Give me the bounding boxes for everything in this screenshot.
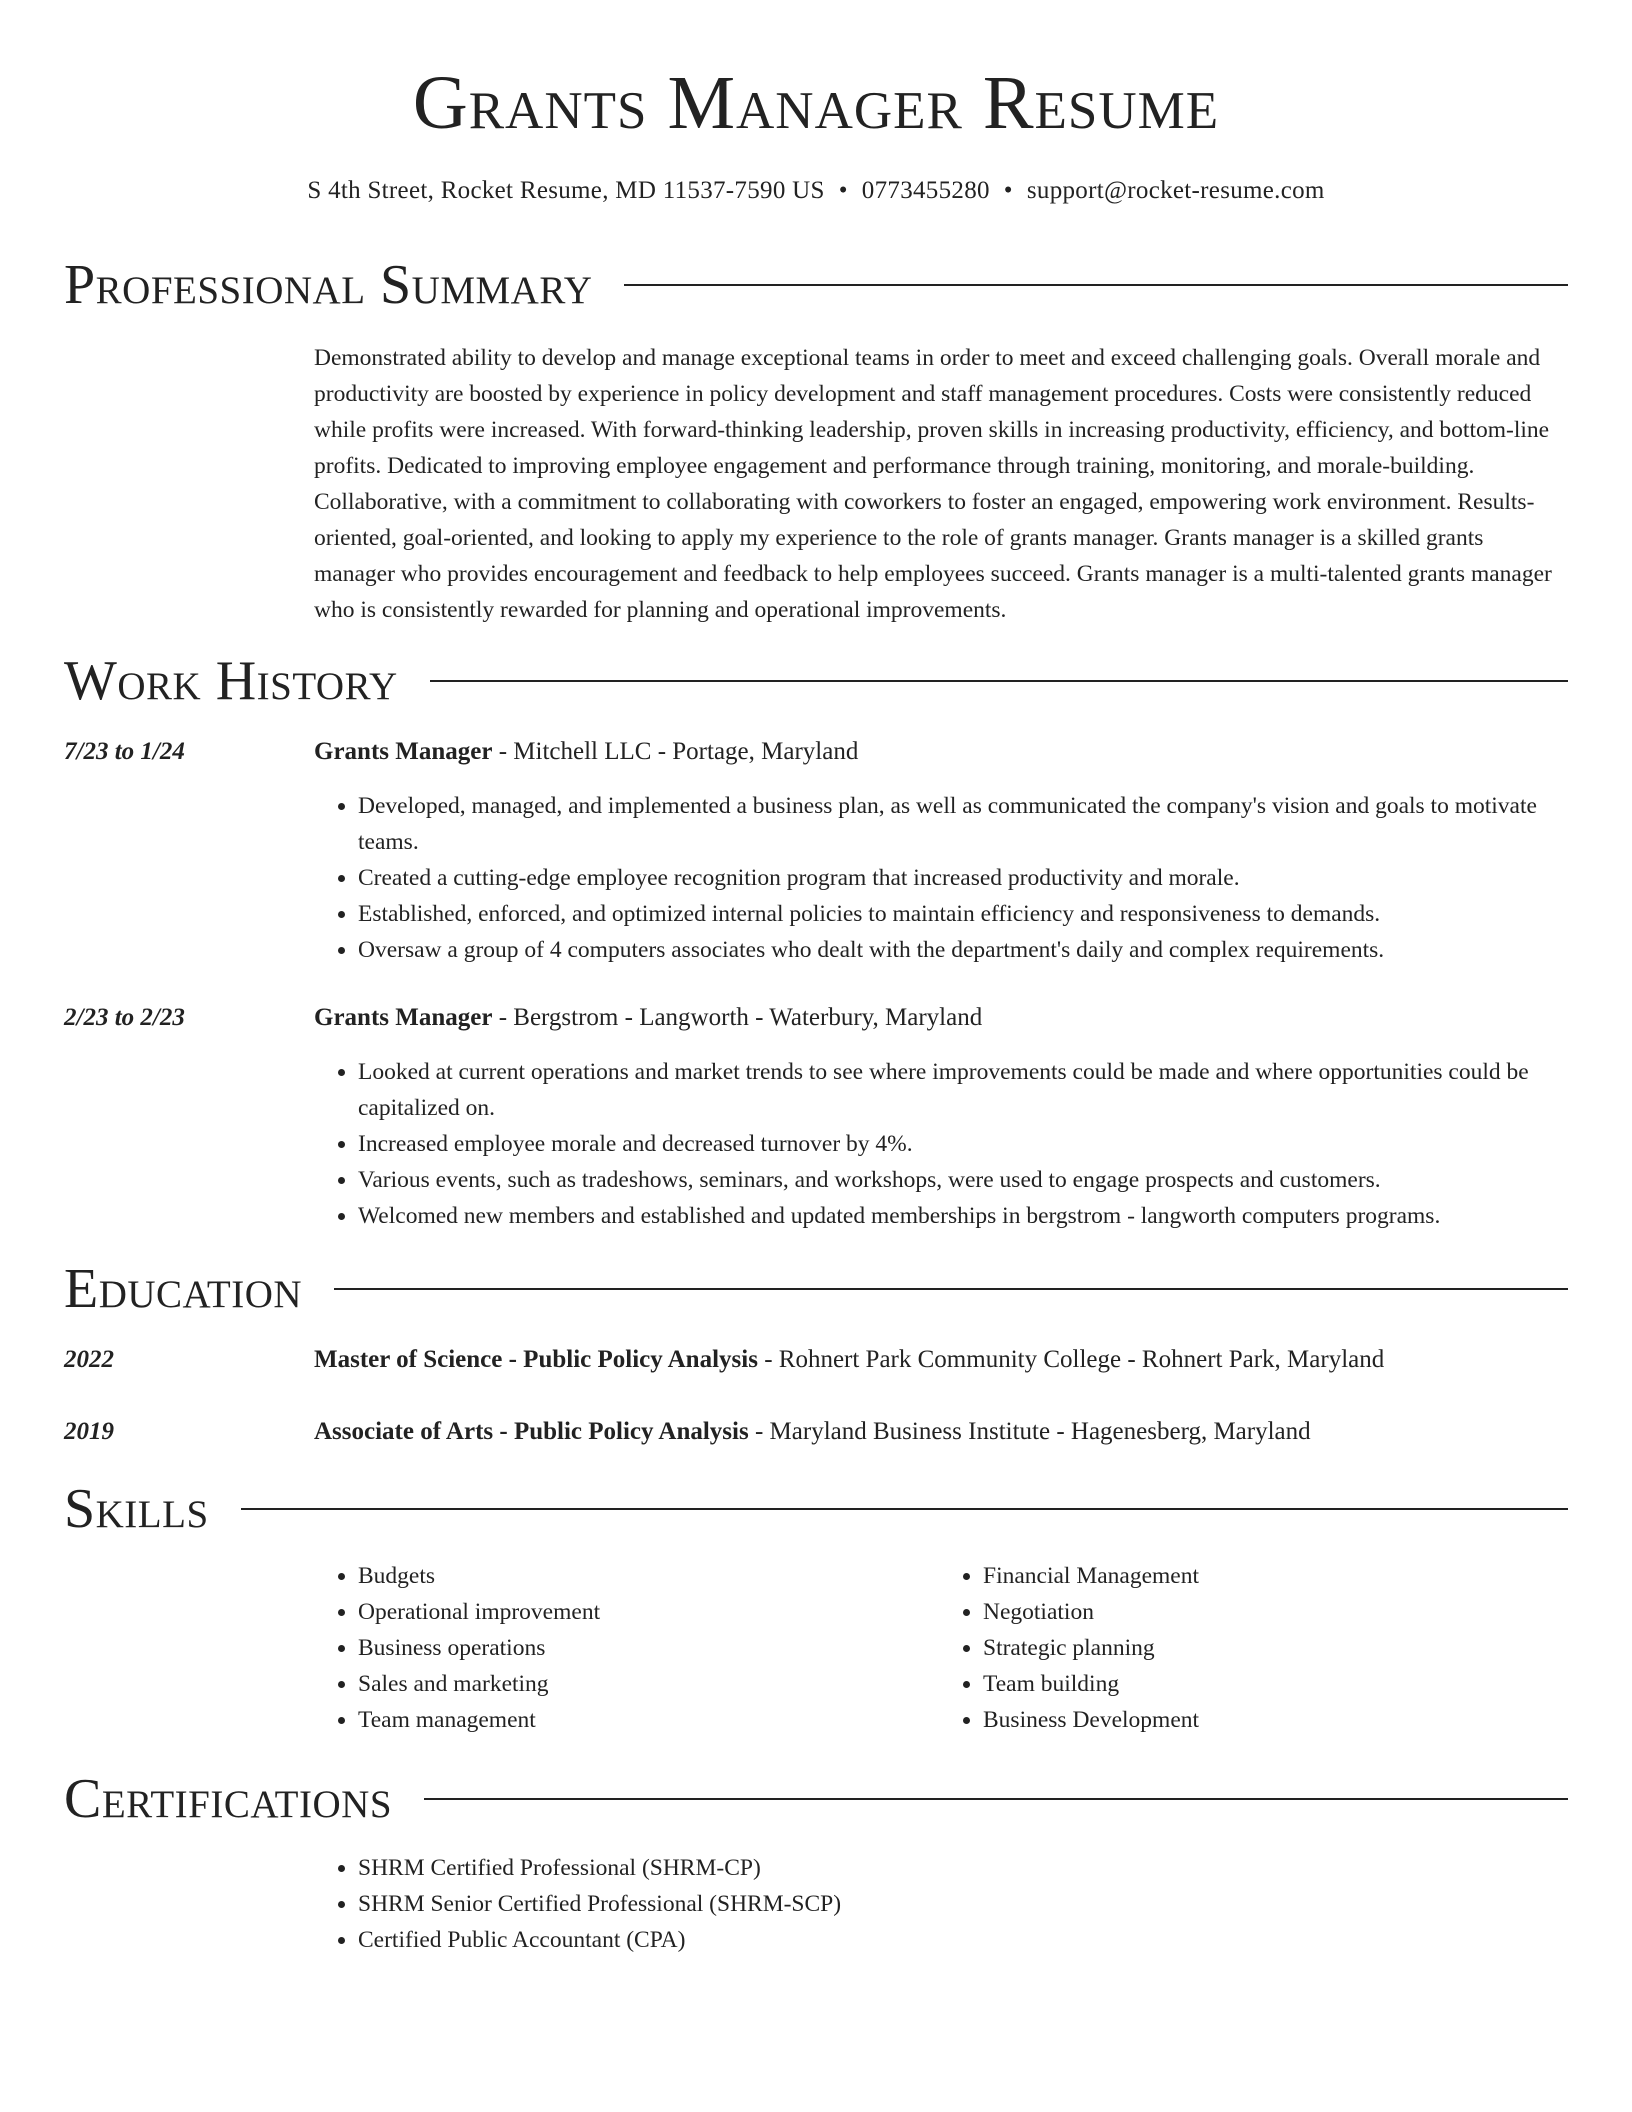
skill-item: • Budgets — [358, 1558, 939, 1594]
section-divider — [624, 284, 1568, 286]
skill-item: • Operational improvement — [358, 1594, 939, 1630]
certification-item: • SHRM Senior Certified Professional (SHRM-SCP) — [358, 1886, 1564, 1922]
section-title-certifications: Certifications — [64, 1768, 393, 1830]
job-bullets — [314, 788, 1564, 968]
job-bullet: • Developed, managed, and implemented a business plan, as well as communicated the company's vision and goals to motivate teams. — [358, 788, 1564, 860]
section-header-skills — [64, 1478, 1568, 1540]
job-bullet: • Welcomed new members and established and updated memberships in bergstrom - langworth computers programs. — [358, 1198, 1564, 1234]
certification-item: • Certified Public Accountant (CPA) — [358, 1922, 1564, 1958]
contact-email: support@rocket-resume.com — [1026, 177, 1325, 204]
summary-text: Demonstrated ability to develop and manage exceptional teams in order to meet and exceed challenging goals. Overall morale and productivity are boosted by experience in policy development and staff management procedures. Costs were consistently reduced while profits were increased. With forward-thinking leadership, proven skills in increasing productivity, efficiency, and bottom-line profits. Dedicated to improving employee engagement and performance through training, monitoring, and morale-building. Collaborative, with a commitment to collaborating with coworkers to foster an engaged, empowering work environment. Results-oriented, goal-oriented, and looking to apply my experience to the role of grants manager. Grants manager is a skilled grants manager who provides encouragement and feedback to help employees succeed. Grants manager is a multi-talented grants manager who is consistently rewarded for planning and operational improvements. — [314, 345, 1552, 623]
job-bullet: • Increased employee morale and decreased turnover by 4%. — [358, 1126, 1564, 1162]
section-title-skills: Skills — [64, 1478, 209, 1540]
contact-separator: • — [838, 177, 848, 204]
resume-title: Grants Manager Resume — [412, 61, 1220, 145]
job-heading — [314, 1000, 1564, 1036]
section-header-work-history — [64, 650, 1568, 712]
contact-separator: • — [1003, 177, 1013, 204]
section-header-summary — [64, 254, 1568, 316]
certification-item: • SHRM Certified Professional (SHRM-CP) — [358, 1850, 1564, 1886]
education-details: - Rohnert Park Community College - Rohnert Park, Maryland — [757, 1346, 1385, 1373]
job-title: Grants Manager — [314, 1004, 493, 1031]
education-degree: Master of Science - Public Policy Analysis — [314, 1346, 758, 1373]
job-dates: 2/23 to 2/23 — [64, 1004, 185, 1031]
education-year: 2022 — [64, 1346, 114, 1373]
job-details: - Bergstrom - Langworth - Waterbury, Maryland — [492, 1004, 983, 1031]
skill-item: • Financial Management — [983, 1558, 1564, 1594]
skill-item: • Sales and marketing — [358, 1666, 939, 1702]
education-year: 2019 — [64, 1418, 114, 1445]
section-title-work-history: Work History — [64, 650, 398, 712]
job-bullet: • Established, enforced, and optimized internal policies to maintain efficiency and responsiveness to demands. — [358, 896, 1564, 932]
job-bullet: • Looked at current operations and market trends to see where improvements could be made and where opportunities could be capitalized on. — [358, 1054, 1564, 1126]
skills-list — [314, 1558, 1564, 1738]
job-bullet: • Oversaw a group of 4 computers associates who dealt with the department's daily and complex requirements. — [358, 932, 1564, 968]
contact-address: S 4th Street, Rocket Resume, MD 11537-7590 US — [307, 177, 825, 204]
skills-column-right — [939, 1558, 1564, 1738]
job-title: Grants Manager — [314, 738, 493, 765]
section-title-education: Education — [64, 1258, 303, 1320]
job-bullets — [314, 1054, 1564, 1234]
contact-phone: 0773455280 — [861, 177, 990, 204]
skill-item: • Strategic planning — [983, 1630, 1564, 1666]
contact-line — [0, 174, 1632, 208]
skill-item: • Business Development — [983, 1702, 1564, 1738]
section-header-education — [64, 1258, 1568, 1320]
job-dates: 7/23 to 1/24 — [64, 738, 185, 765]
certification-items — [314, 1850, 1564, 1958]
education-degree: Associate of Arts - Public Policy Analysis — [314, 1418, 749, 1445]
section-divider — [430, 680, 1568, 682]
skill-item: • Business operations — [358, 1630, 939, 1666]
certifications-list — [314, 1850, 1564, 1958]
job-details: - Mitchell LLC - Portage, Maryland — [492, 738, 859, 765]
skills-column-left — [314, 1558, 939, 1738]
section-divider — [424, 1798, 1568, 1800]
section-divider — [241, 1508, 1568, 1510]
education-entry — [314, 1414, 1564, 1450]
education-details: - Maryland Business Institute - Hagenesberg, Maryland — [748, 1418, 1311, 1445]
job-heading — [314, 734, 1564, 770]
education-entry — [314, 1342, 1564, 1378]
skill-item: • Team management — [358, 1702, 939, 1738]
section-divider — [334, 1288, 1568, 1290]
job-entry — [314, 1000, 1564, 1234]
section-header-certifications — [64, 1768, 1568, 1830]
job-bullet: • Various events, such as tradeshows, seminars, and workshops, were used to engage prospects and customers. — [358, 1162, 1564, 1198]
skill-item: • Team building — [983, 1666, 1564, 1702]
section-title-summary: Professional Summary — [64, 254, 593, 316]
job-entry — [314, 734, 1564, 968]
skill-item: • Negotiation — [983, 1594, 1564, 1630]
job-bullet: • Created a cutting-edge employee recognition program that increased productivity and morale. — [358, 860, 1564, 896]
